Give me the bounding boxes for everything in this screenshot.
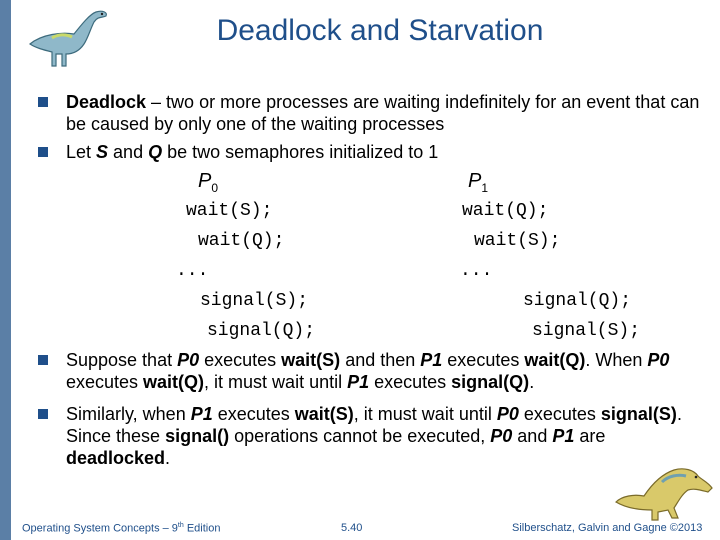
p1-code-line-1: wait(Q);: [462, 201, 549, 221]
bullet-text: [66, 403, 706, 469]
bullet-square-icon: [38, 147, 48, 157]
footer-authors: Silberschatz, Galvin and Gagne ©2013: [512, 522, 703, 534]
op-ref: wait(S): [281, 350, 341, 370]
process-ref: P1: [190, 404, 213, 424]
p0-code-line-2: wait(Q);: [198, 231, 285, 251]
bullet-text: [66, 141, 706, 163]
text-segment: .: [165, 448, 171, 468]
op-ref: wait(Q): [524, 350, 586, 370]
process-subscript: 1: [481, 181, 489, 195]
text-segment: executes: [66, 372, 144, 392]
text-segment: Similarly, when: [66, 404, 191, 424]
text-segment: executes: [518, 404, 601, 424]
text-segment: executes: [442, 350, 525, 370]
op-ref: signal(S): [600, 404, 677, 424]
p0-code-line-3: ...: [176, 261, 209, 281]
text-segment: Suppose that: [66, 350, 178, 370]
footer-book-title: [22, 522, 220, 535]
footer-page-number: 5.40: [341, 522, 363, 534]
text-segment: . Since these: [66, 404, 682, 446]
text-segment: , it must wait until: [353, 404, 497, 424]
slide-title: Deadlock and Starvation: [216, 14, 544, 47]
text-segment: and: [512, 426, 553, 446]
process-ref: P0: [496, 404, 519, 424]
bullet-text: [66, 349, 706, 393]
footer-text: Edition: [183, 522, 221, 535]
text-segment: . When: [585, 350, 648, 370]
process-name: P: [468, 170, 482, 192]
p1-code-line-4: signal(Q);: [523, 291, 632, 311]
process-ref: P0: [490, 426, 513, 446]
bullet-suppose: [38, 349, 698, 393]
op-ref: wait(S): [294, 404, 354, 424]
bullet-similarly: [38, 403, 698, 469]
op-ref: wait(Q): [143, 372, 205, 392]
process-name: P: [198, 170, 212, 192]
footer-text: Operating System Concepts – 9: [22, 522, 178, 535]
process-ref: P1: [420, 350, 443, 370]
op-ref: signal(Q): [451, 372, 530, 392]
text-segment: executes: [199, 350, 282, 370]
text-segment: and then: [340, 350, 421, 370]
process-p0-header: [198, 170, 218, 195]
op-ref: signal(): [165, 426, 230, 446]
bullet-deadlock-definition: [38, 91, 698, 135]
p0-code-line-4: signal(S);: [200, 291, 309, 311]
text-segment: and: [108, 142, 149, 162]
text-segment: executes: [212, 404, 295, 424]
bullet-square-icon: [38, 355, 48, 365]
text-segment: are: [574, 426, 606, 446]
bullet-text: [66, 91, 706, 135]
footer-superscript: th: [177, 522, 184, 529]
semaphore-q: Q: [148, 142, 163, 162]
p1-code-line-3: ...: [460, 261, 493, 281]
text-segment: Let: [66, 142, 97, 162]
p0-code-line-1: wait(S);: [186, 201, 273, 221]
process-ref: P1: [552, 426, 575, 446]
left-sidebar-bar: [0, 0, 11, 540]
process-ref: P0: [177, 350, 200, 370]
text-segment: executes: [369, 372, 452, 392]
definition-text: – two or more processes are waiting indefinitely for an event that can be caused by only one of the waiting processes: [66, 92, 700, 134]
process-ref: P0: [647, 350, 670, 370]
bullet-square-icon: [38, 409, 48, 419]
process-ref: P1: [347, 372, 370, 392]
text-segment: , it must wait until: [204, 372, 348, 392]
semaphore-s: S: [96, 142, 109, 162]
bullet-square-icon: [38, 97, 48, 107]
dinosaur-footer-icon: [612, 462, 716, 522]
text-segment: be two semaphores initialized to 1: [162, 142, 439, 162]
bullet-semaphores: [38, 141, 698, 163]
term-deadlock: Deadlock: [66, 92, 147, 112]
process-subscript: 0: [211, 181, 219, 195]
dinosaur-logo-icon: [22, 4, 114, 70]
term-deadlocked: deadlocked: [66, 448, 166, 468]
text-segment: operations cannot be executed,: [229, 426, 491, 446]
process-p1-header: [468, 170, 488, 195]
p1-code-line-5: signal(S);: [532, 321, 641, 341]
p1-code-line-2: wait(S);: [474, 231, 561, 251]
p0-code-line-5: signal(Q);: [207, 321, 316, 341]
text-segment: .: [529, 372, 535, 392]
